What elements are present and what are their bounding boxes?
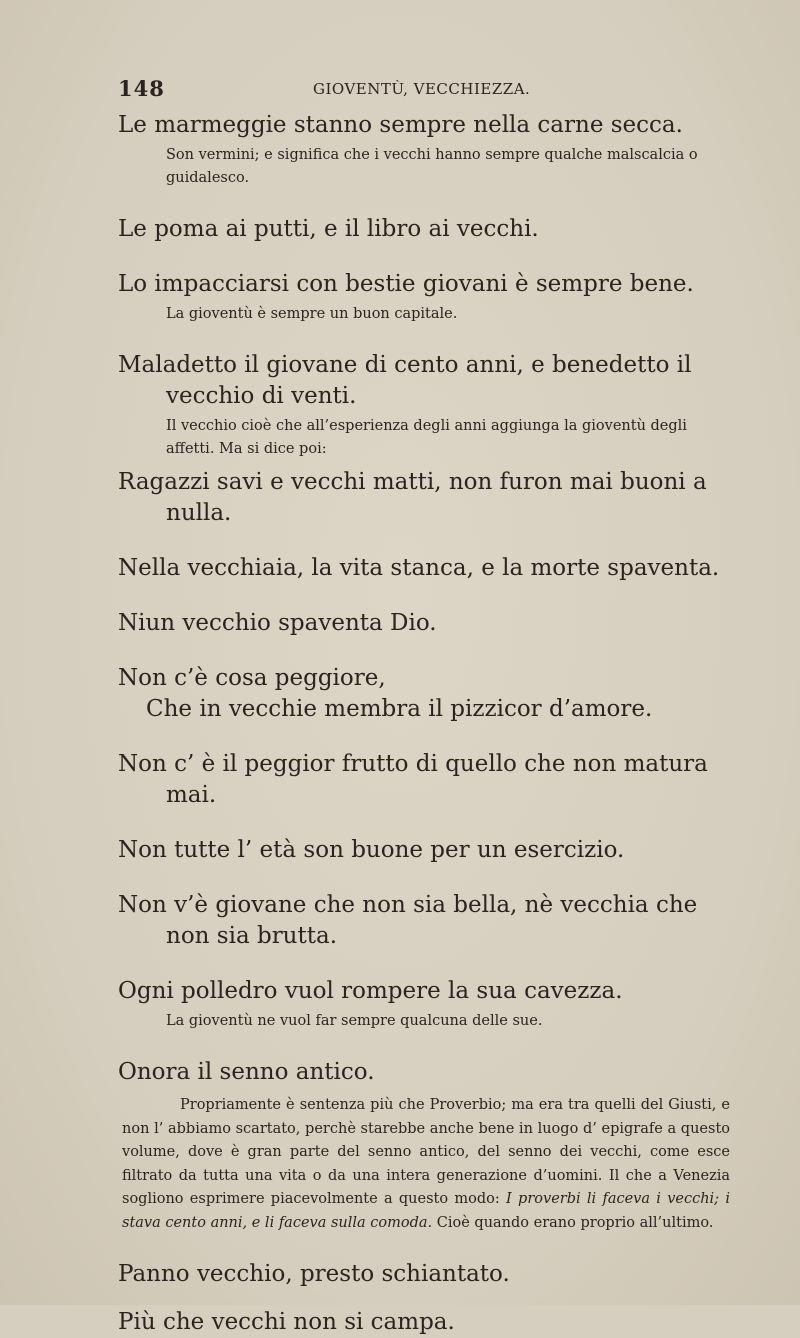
proverb-text: Panno vecchio, presto schiantato.: [118, 1261, 510, 1287]
proverb-entry: [118, 835, 730, 866]
proverb-text: Maladetto il giovane di cento anni, e benedetto il vecchio di venti.: [118, 352, 692, 409]
page-number: 148: [118, 76, 165, 101]
proverb-verse-line-1: Non c’è cosa peggiore,: [118, 665, 386, 691]
proverb-entry: [118, 110, 730, 190]
proverb-text: Non v’è giovane che non sia bella, nè vecchia che non sia brutta.: [118, 892, 698, 949]
proverb-text: Più che vecchi non si campa.: [118, 1309, 455, 1335]
proverb-entry: [118, 269, 730, 326]
proverb-entry: [118, 1057, 730, 1235]
proverb-entry: [118, 214, 730, 245]
proverb-text: Non c’ è il peggior frutto di quello che non matura mai.: [118, 751, 708, 808]
proverb-long-note: [122, 1094, 730, 1235]
proverb-note: Son vermini; e significa che i vecchi hanno sempre qualche malscalcia o guidalesco.: [166, 147, 698, 186]
proverb-entry: [118, 890, 730, 952]
proverb-entry: [118, 1307, 730, 1338]
page-header: [118, 76, 678, 100]
proverb-verse-line-2: Che in vecchie membra il pizzicor d’amore.: [146, 696, 653, 722]
proverb-text: Lo impacciarsi con bestie giovani è sempre bene.: [118, 271, 694, 297]
proverb-text: Non tutte l’ età son buone per un esercizio.: [118, 837, 625, 863]
proverb-text: Nella vecchiaia, la vita stanca, e la morte spaventa.: [118, 555, 720, 581]
proverb-entry: [118, 467, 730, 529]
running-head: GIOVENTÙ, VECCHIEZZA.: [313, 80, 531, 98]
note-italic-quote: I proverbi li faceva i vecchi; i stava cento anni, e li faceva sulla comoda.: [122, 1191, 730, 1231]
proverb-text: Onora il senno antico.: [118, 1059, 375, 1085]
page-body: [118, 110, 730, 1338]
proverb-entry: [118, 608, 730, 639]
proverb-text: Le marmeggie stanno sempre nella carne secca.: [118, 112, 683, 138]
proverb-entry: [118, 1259, 730, 1290]
proverb-entry: [118, 976, 730, 1033]
proverb-text: Le poma ai putti, e il libro ai vecchi.: [118, 216, 539, 242]
note-text-end: Cioè quando erano proprio all’ultimo.: [432, 1214, 714, 1231]
proverb-note: Il vecchio cioè che all’esperienza degli anni aggiunga la gioventù degli affetti. Ma si dice poi:: [166, 418, 687, 457]
proverb-entry: [118, 749, 730, 811]
proverb-entry: [118, 350, 730, 461]
proverb-entry: [118, 553, 730, 584]
proverb-note: La gioventù ne vuol far sempre qualcuna delle sue.: [166, 1013, 543, 1029]
proverb-entry: [118, 663, 730, 725]
proverb-text: Ogni polledro vuol rompere la sua cavezza.: [118, 978, 623, 1004]
note-text: Propriamente è sentenza più che Proverbio; ma era tra quelli del Giusti, e non l’ abbiamo scartato, perchè starebbe anche bene in luogo d’ epigrafe a questo volume, dove è gran parte del senno antico, del senno dei vecchi, come esce filtrato da tutta una vita o da una intera generazione d’uomini. Il che a Venezia sogliono esprimere piacevolmente a questo modo:: [122, 1097, 730, 1207]
proverb-note: La gioventù è sempre un buon capitale.: [166, 306, 458, 322]
proverb-text: Niun vecchio spaventa Dio.: [118, 610, 437, 636]
proverb-text: Ragazzi savi e vecchi matti, non furon mai buoni a nulla.: [118, 469, 707, 526]
